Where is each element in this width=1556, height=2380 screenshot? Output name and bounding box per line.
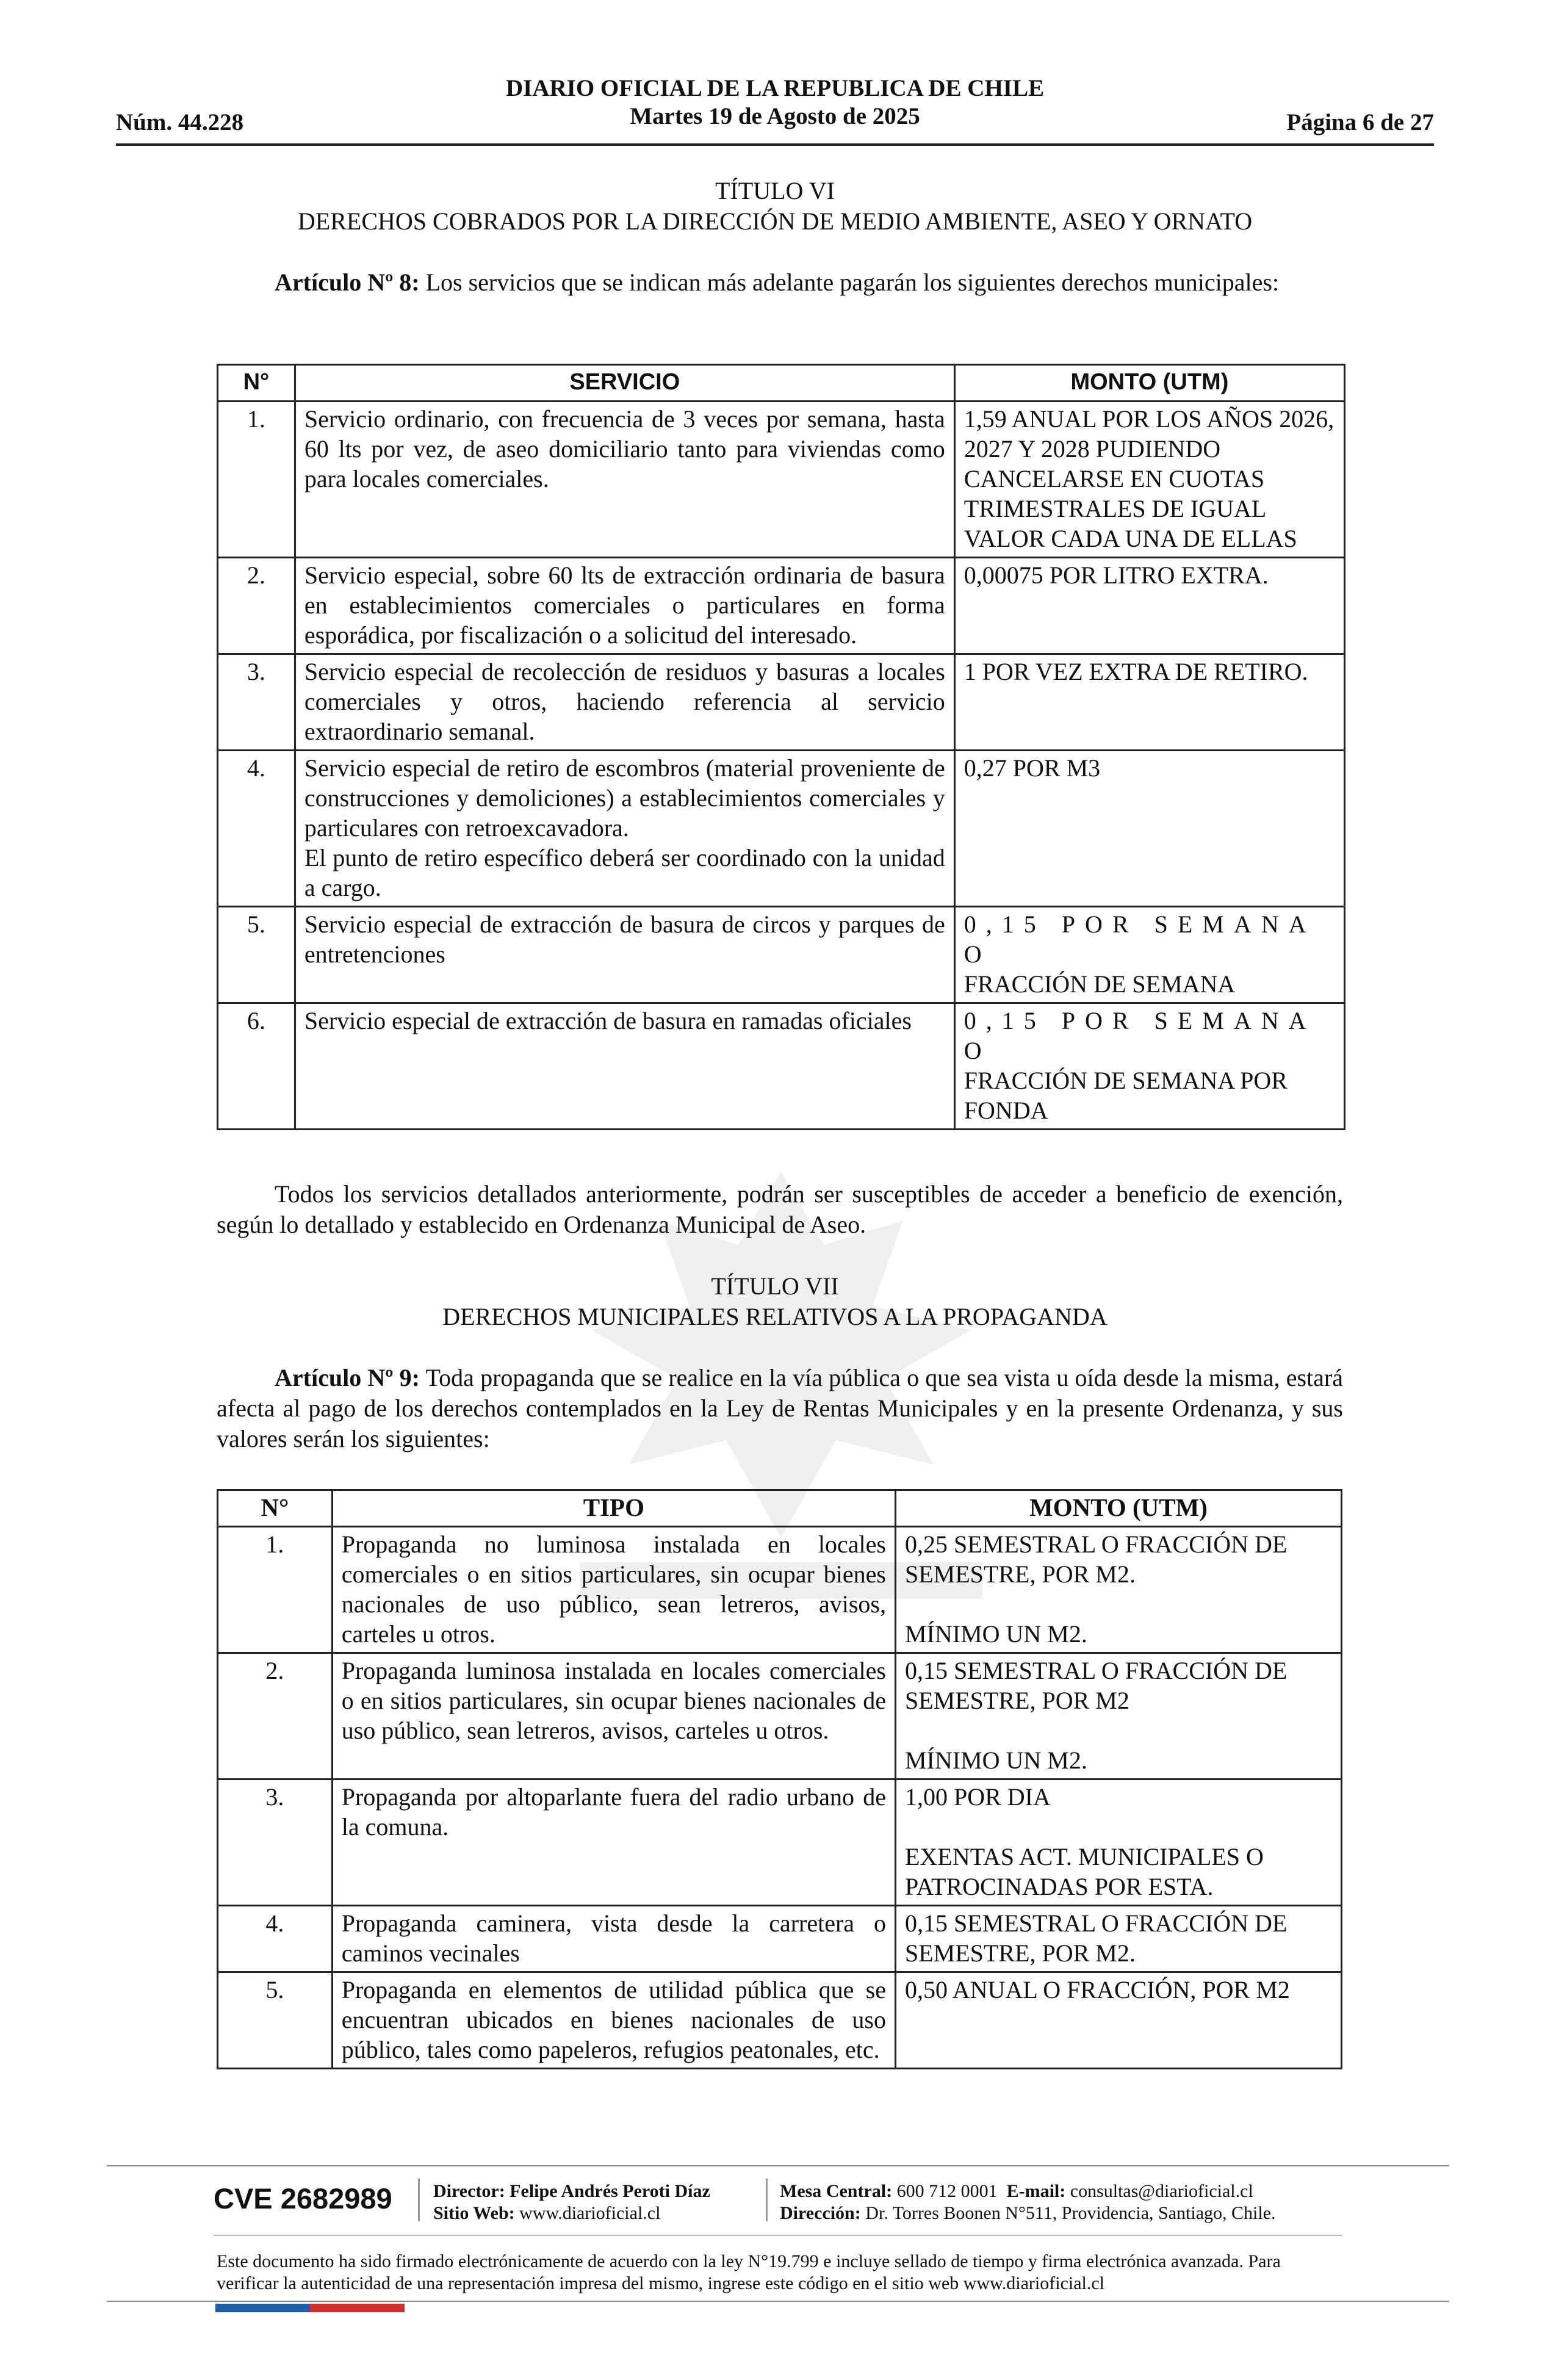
row-amount: 0,25 SEMESTRAL O FRACCIÓN DE SEMESTRE, POR M2. MÍNIMO UN M2. — [895, 1527, 1341, 1653]
footer-top-rule — [107, 2165, 1449, 2166]
row-amount: 0,50 ANUAL O FRACCIÓN, POR M2 — [895, 1972, 1341, 2069]
director-name: Felipe Andrés Peroti Díaz — [505, 2181, 710, 2201]
row-type: Propaganda por altoparlante fuera del radio urbano de la comuna. — [332, 1780, 895, 1906]
address-label: Dirección: — [780, 2203, 861, 2223]
advertising-table — [217, 1489, 1342, 2069]
row-amount: 0,15 SEMESTRAL O FRACCIÓN DE SEMESTRE, POR M2. — [895, 1906, 1341, 1972]
section-title-vi — [116, 176, 1434, 237]
row-number: 5. — [218, 1972, 333, 2069]
row-type: Propaganda caminera, vista desde la carretera o caminos vecinales — [332, 1906, 895, 1972]
footer-director-block — [433, 2180, 710, 2224]
row-number: 5. — [218, 907, 295, 1003]
article-9 — [217, 1363, 1343, 1454]
row-amount: 0,15 SEMESTRAL O FRACCIÓN DE SEMESTRE, POR M2 MÍNIMO UN M2. — [895, 1653, 1341, 1780]
address-text: Dr. Torres Boonen N°511, Providencia, Santiago, Chile. — [860, 2203, 1276, 2223]
header-number: N° — [218, 1490, 333, 1527]
flag-bar-red — [310, 2304, 405, 2312]
footer-separator — [418, 2179, 420, 2221]
table-row — [218, 1527, 1342, 1653]
table-header-row — [218, 1490, 1342, 1527]
header-type: TIPO — [332, 1490, 895, 1527]
footer-bottom-rule — [107, 2301, 1449, 2302]
table-row — [218, 1972, 1342, 2069]
email-label: E-mail: — [1006, 2181, 1066, 2201]
table-row — [218, 558, 1345, 654]
legal-notice: Este documento ha sido firmado electrónicamente de acuerdo con la ley N°19.799 e incluye sellado de tiempo y firma electrónica avanzada. Para verificar la autenticidad de una representación impresa del mismo, ingrese este código en el sitio web www.diarioficial.cl — [217, 2251, 1281, 2293]
header-amount: MONTO (UTM) — [954, 365, 1344, 402]
amount-rest-line: FRACCIÓN DE SEMANA POR FONDA — [963, 1067, 1288, 1124]
table-row — [218, 1003, 1345, 1130]
email-link[interactable]: consultas@diarioficial.cl — [1065, 2181, 1253, 2201]
footer-separator — [766, 2179, 768, 2221]
footer-contact-block — [780, 2180, 1276, 2224]
header-amount: MONTO (UTM) — [895, 1490, 1341, 1527]
row-type: Propaganda en elementos de utilidad pública que se encuentran ubicados en bienes nacionales de uso público, tales como papeleros, refugios peatonales, etc. — [332, 1972, 895, 2069]
row-amount: 0,27 POR M3 — [954, 751, 1344, 907]
row-number: 3. — [218, 1780, 333, 1906]
table-row — [218, 402, 1345, 558]
table-row — [218, 1653, 1342, 1780]
article-8 — [217, 267, 1343, 298]
services-table — [217, 364, 1345, 1130]
row-service: Servicio especial de extracción de basura en ramadas oficiales — [295, 1003, 954, 1130]
row-amount: 1,59 ANUAL POR LOS AÑOS 2026, 2027 Y 2028 PUDIENDO CANCELARSE EN CUOTAS TRIMESTRALES DE IGUAL VALOR CADA UNA DE ELLAS — [954, 402, 1344, 558]
table-row — [218, 751, 1345, 907]
newspaper-title: DIARIO OFICIAL DE LA REPUBLICA DE CHILE — [505, 75, 1044, 101]
title-vi-subtitle: DERECHOS COBRADOS POR LA DIRECCIÓN DE MEDIO AMBIENTE, ASEO Y ORNATO — [297, 207, 1253, 235]
row-amount: 1,00 POR DIA EXENTAS ACT. MUNICIPALES O PATROCINADAS POR ESTA. — [895, 1780, 1341, 1906]
exemption-note-text: Todos los servicios detallados anteriormente, podrán ser susceptibles de acceder a beneficio de exención, según lo detallado y establecido en Ordenanza Municipal de Aseo. — [217, 1180, 1343, 1238]
row-number: 4. — [218, 1906, 333, 1972]
director-label: Director: — [433, 2181, 505, 2201]
title-vi-heading: TÍTULO VI — [715, 177, 835, 204]
phone-number: 600 712 0001 — [892, 2181, 998, 2201]
table-row — [218, 1906, 1342, 1972]
amount-spaced-line: 0,15 POR SEMANA O — [963, 911, 1315, 968]
page-number: Página 6 de 27 — [1286, 109, 1434, 135]
row-number: 2. — [218, 1653, 333, 1780]
issue-date: Martes 19 de Agosto de 2025 — [630, 103, 920, 129]
row-service: Servicio especial de recolección de residuos y basuras a locales comerciales y otros, haciendo referencia al servicio extraordinario semanal. — [295, 654, 954, 751]
flag-bar-blue — [215, 2304, 310, 2312]
footer-mid-rule — [214, 2235, 1342, 2236]
header-number: N° — [218, 365, 295, 402]
amount-rest-line: FRACCIÓN DE SEMANA — [963, 970, 1236, 998]
title-vii-heading: TÍTULO VII — [711, 1272, 839, 1300]
row-type: Propaganda no luminosa instalada en locales comerciales o en sitios particulares, sin ocupar bienes nacionales de uso público, sean letreros, avisos, carteles u otros. — [332, 1527, 895, 1653]
row-amount — [954, 1003, 1344, 1130]
header-service: SERVICIO — [295, 365, 954, 402]
article-8-text: Los servicios que se indican más adelante pagarán los siguientes derechos municipales: — [419, 269, 1280, 296]
title-vii-subtitle: DERECHOS MUNICIPALES RELATIVOS A LA PROPAGANDA — [442, 1303, 1108, 1330]
row-number: 2. — [218, 558, 295, 654]
article-9-text: Toda propaganda que se realice en la vía pública o que sea vista u oída desde la misma, estará afecta al pago de los derechos contemplados en la Ley de Rentas Municipales y en la presente Ordenanza, y sus valores serán los siguientes: — [217, 1364, 1343, 1452]
table-row — [218, 907, 1345, 1003]
row-number: 3. — [218, 654, 295, 751]
table-row — [218, 654, 1345, 751]
row-amount: 1 POR VEZ EXTRA DE RETIRO. — [954, 654, 1344, 751]
row-service: Servicio ordinario, con frecuencia de 3 veces por semana, hasta 60 lts por vez, de aseo domiciliario tanto para viviendas como para locales comerciales. — [295, 402, 954, 558]
issue-number: Núm. 44.228 — [116, 109, 244, 135]
cve-code: CVE 2682989 — [214, 2182, 392, 2215]
article-9-label: Artículo Nº 9: — [275, 1364, 420, 1391]
row-type: Propaganda luminosa instalada en locales comerciales o en sitios particulares, sin ocupar bienes nacionales de uso público, sean letreros, avisos, carteles u otros. — [332, 1653, 895, 1780]
row-number: 1. — [218, 1527, 333, 1653]
section-title-vii — [116, 1271, 1434, 1332]
phone-label: Mesa Central: — [780, 2181, 893, 2201]
row-service: Servicio especial, sobre 60 lts de extracción ordinaria de basura en establecimientos comerciales o particulares en forma esporádica, por fiscalización o a solicitud del interesado. — [295, 558, 954, 654]
row-service: Servicio especial de extracción de basura de circos y parques de entretenciones — [295, 907, 954, 1003]
table-row — [218, 1780, 1342, 1906]
row-service: Servicio especial de retiro de escombros (material proveniente de construcciones y demoliciones) a establecimientos comerciales y particulares con retroexcavadora. El punto de retiro específico deberá ser coordinado con la unidad a cargo. — [295, 751, 954, 907]
page-header — [116, 73, 1434, 146]
table-header-row — [218, 365, 1345, 402]
exemption-note — [217, 1179, 1343, 1240]
row-amount: 0,00075 POR LITRO EXTRA. — [954, 558, 1344, 654]
row-number: 4. — [218, 751, 295, 907]
website-label: Sitio Web: — [433, 2203, 515, 2223]
amount-spaced-line: 0,15 POR SEMANA O — [963, 1007, 1315, 1064]
article-8-label: Artículo Nº 8: — [275, 269, 420, 296]
header-center — [116, 74, 1434, 131]
row-number: 1. — [218, 402, 295, 558]
website-link[interactable]: www.diarioficial.cl — [514, 2203, 661, 2223]
row-amount — [954, 907, 1344, 1003]
row-number: 6. — [218, 1003, 295, 1130]
